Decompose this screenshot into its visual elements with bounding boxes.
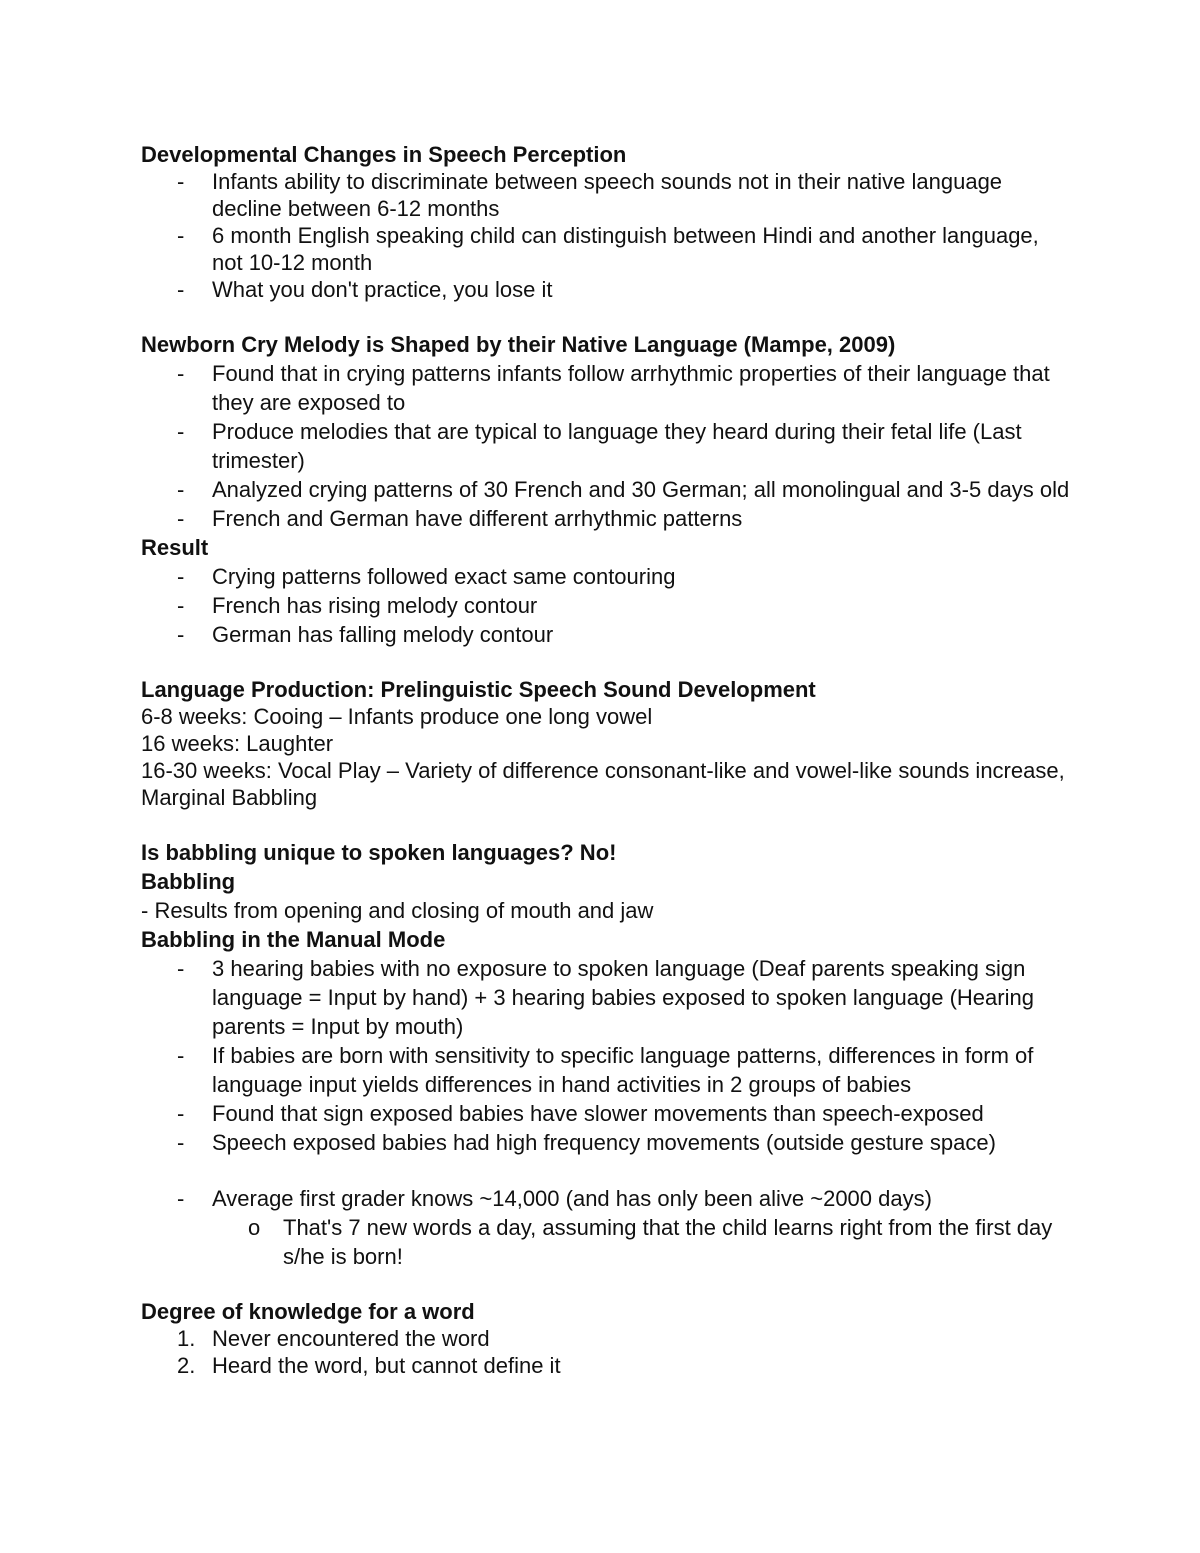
list-item <box>141 1325 1071 1352</box>
bullet-list <box>141 359 1071 533</box>
list-item <box>141 1352 1071 1379</box>
list-item: - Found that in crying patterns infants follow arrhythmic properties of their language that they are exposed to <box>141 359 1071 417</box>
text-line: 6-8 weeks: Cooing – Infants produce one long vowel <box>141 704 653 729</box>
section-heading: Language Production: Prelinguistic Speech Sound Development <box>141 677 816 702</box>
subheading-result: Result <box>141 535 209 560</box>
section-heading: Newborn Cry Melody is Shaped by their Native Language (Mampe, 2009) <box>141 332 896 357</box>
list-item-text: Average first grader knows ~14,000 (and has only been alive ~2000 days) <box>212 1186 932 1211</box>
subheading-manual-mode: Babbling in the Manual Mode <box>141 927 446 952</box>
list-item: - French has rising melody contour <box>141 591 1071 620</box>
bullet-list <box>141 562 1071 649</box>
list-item: - 6 month English speaking child can distinguish between Hindi and another language, not 10-12 month <box>141 222 1071 276</box>
spacer <box>141 811 1071 838</box>
text-line: 16 weeks: Laughter <box>141 731 334 756</box>
list-item: - What you don't practice, you lose it <box>141 276 1071 303</box>
list-item-text: Heard the word, but cannot define it <box>212 1353 561 1378</box>
section-heading: Degree of knowledge for a word <box>141 1299 475 1324</box>
text-line: 16-30 weeks: Vocal Play – Variety of difference consonant-like and vowel-like sounds increase, Marginal Babbling <box>141 758 1065 810</box>
sub-bullet-list <box>212 1213 1071 1271</box>
spacer <box>141 649 1071 676</box>
list-item: - German has falling melody contour <box>141 620 1071 649</box>
list-number: 1. <box>177 1326 196 1351</box>
section-cry-melody <box>141 330 1071 649</box>
bullet-list <box>141 168 1071 303</box>
list-number: 2. <box>177 1353 196 1378</box>
spacer <box>141 1157 1071 1184</box>
list-item <box>141 1184 1071 1271</box>
list-item: - If babies are born with sensitivity to specific language patterns, differences in form of language input yields differences in hand activities in 2 groups of babies <box>141 1041 1071 1099</box>
section-babbling <box>141 838 1071 1271</box>
numbered-list <box>141 1325 1071 1379</box>
subheading-babbling: Babbling <box>141 869 236 894</box>
list-item: - Crying patterns followed exact same contouring <box>141 562 1071 591</box>
section-heading: Is babbling unique to spoken languages? No! <box>141 840 617 865</box>
list-item: - 3 hearing babies with no exposure to spoken language (Deaf parents speaking sign language = Input by hand) + 3 hearing babies exposed to spoken language (Hearing parents = Input by mouth) <box>141 954 1071 1041</box>
sub-list-item: o That's 7 new words a day, assuming that the child learns right from the first day s/he is born! <box>212 1213 1071 1271</box>
list-item: - Found that sign exposed babies have slower movements than speech-exposed <box>141 1099 1071 1128</box>
list-item: - Analyzed crying patterns of 30 French and 30 German; all monolingual and 3-5 days old <box>141 475 1071 504</box>
bullet-list <box>141 954 1071 1157</box>
bullet-list <box>141 1184 1071 1271</box>
document-page <box>141 141 1071 1379</box>
spacer <box>141 1271 1071 1298</box>
list-item-text: Never encountered the word <box>212 1326 490 1351</box>
list-item: - French and German have different arrhythmic patterns <box>141 504 1071 533</box>
list-item: - Infants ability to discriminate between speech sounds not in their native language decline between 6-12 months <box>141 168 1071 222</box>
spacer <box>141 303 1071 330</box>
section-heading: Developmental Changes in Speech Perception <box>141 142 627 167</box>
list-item: - Speech exposed babies had high frequency movements (outside gesture space) <box>141 1128 1071 1157</box>
text-line: - Results from opening and closing of mouth and jaw <box>141 898 654 923</box>
list-item: - Produce melodies that are typical to language they heard during their fetal life (Last trimester) <box>141 417 1071 475</box>
